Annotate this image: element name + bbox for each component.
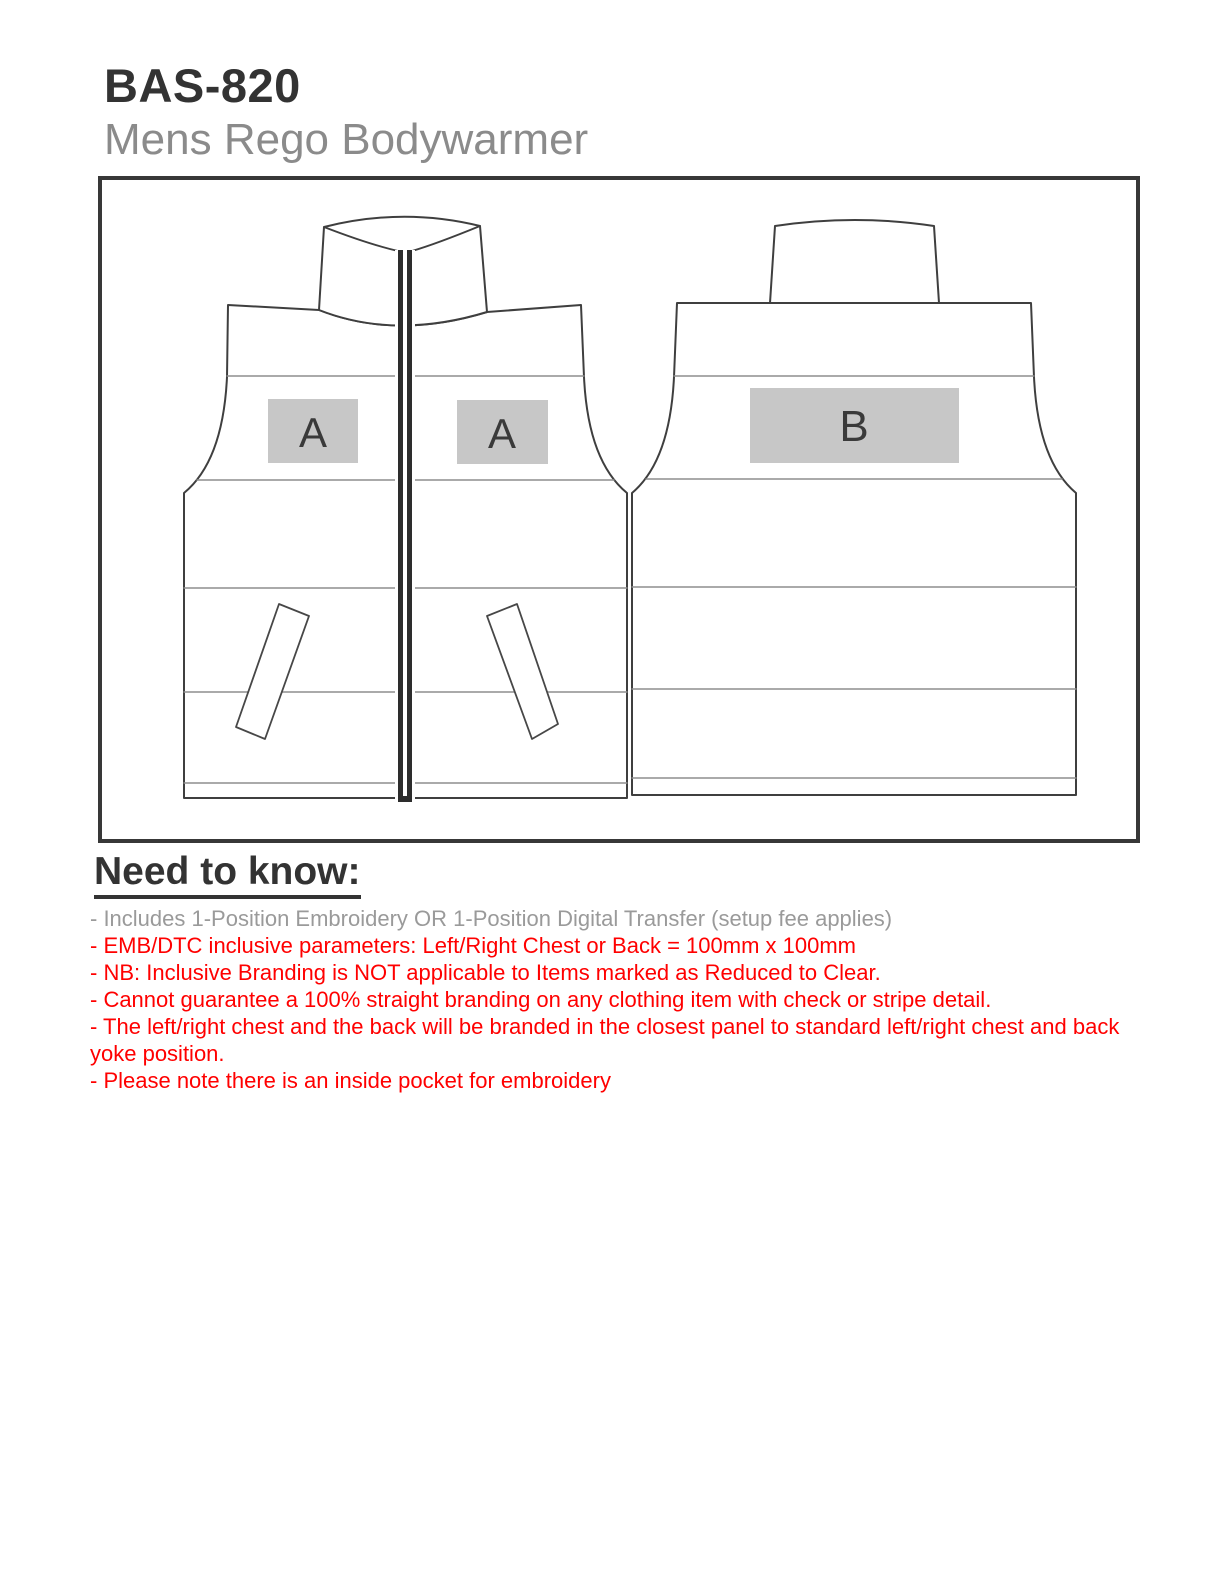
note-line: - EMB/DTC inclusive parameters: Left/Right Chest or Back = 100mm x 100mm bbox=[90, 933, 856, 958]
placement-label-a-left: A bbox=[298, 409, 328, 456]
back-view bbox=[632, 220, 1076, 795]
placement-label-b: B bbox=[839, 402, 869, 451]
front-zipper bbox=[395, 250, 415, 802]
note-line: - The left/right chest and the back will be branded in the closest panel to standard left/right chest and back yoke position. bbox=[90, 1014, 1120, 1066]
product-code-title: BAS-820 bbox=[104, 59, 301, 112]
need-to-know-notes bbox=[90, 905, 1148, 1094]
back-collar bbox=[770, 220, 939, 303]
back-body-outline bbox=[632, 303, 1076, 795]
note-line: - Please note there is an inside pocket for embroidery bbox=[90, 1068, 611, 1093]
note-line: - Cannot guarantee a 100% straight branding on any clothing item with check or stripe detail. bbox=[90, 987, 992, 1012]
note-line: - Includes 1-Position Embroidery OR 1-Position Digital Transfer (setup fee applies) bbox=[90, 906, 893, 931]
placement-label-a-right: A bbox=[487, 410, 517, 457]
product-name-subtitle: Mens Rego Bodywarmer bbox=[104, 115, 589, 164]
need-to-know-heading: Need to know: bbox=[94, 852, 361, 899]
note-line: - NB: Inclusive Branding is NOT applicable to Items marked as Reduced to Clear. bbox=[90, 960, 881, 985]
